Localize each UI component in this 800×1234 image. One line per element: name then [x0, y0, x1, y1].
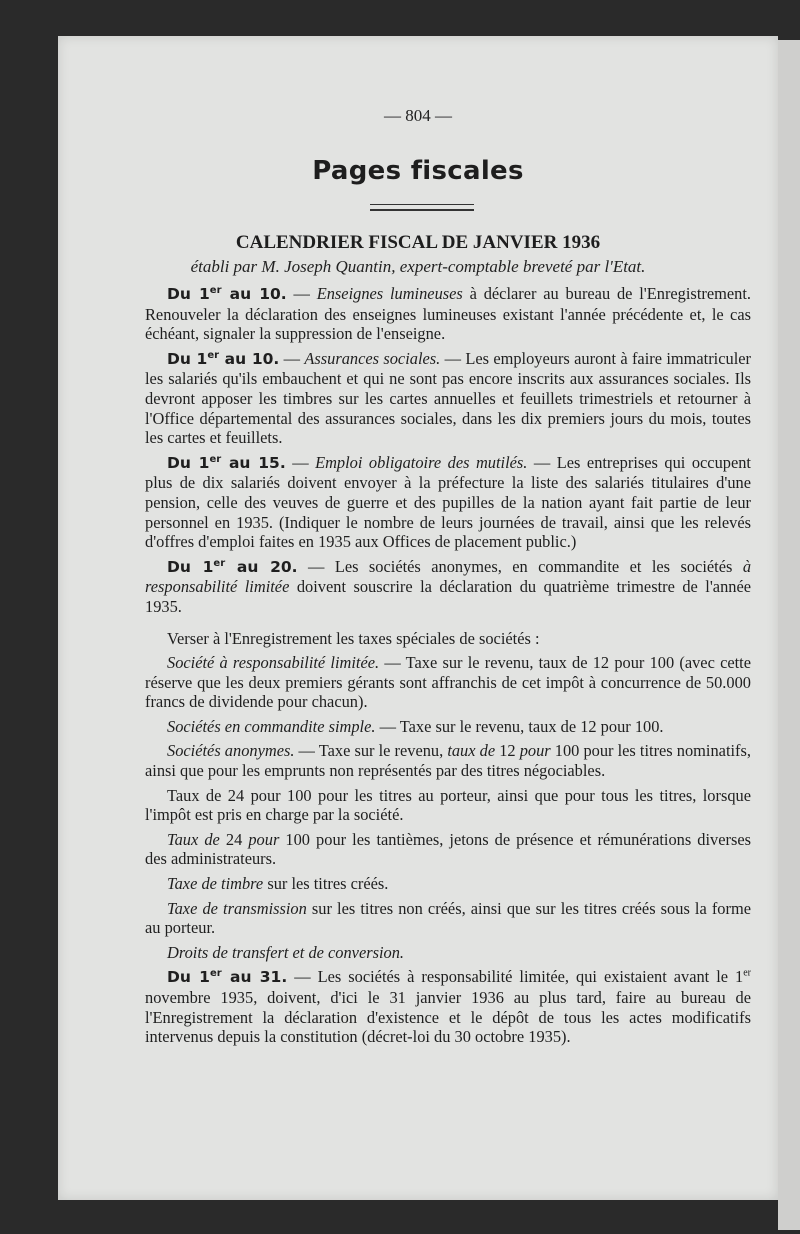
section-title: CALENDRIER FISCAL DE JANVIER 1936: [235, 232, 601, 253]
entry-2: Du 1er au 10. — Assurances sociales. — Les employeurs auront à faire immatriculer les salariés qu'ils embauchent et qui ne sont pas encore inscrits aux assurances sociales. Ils devront apposer les timbres sur les cartes annuelles et feuillets trimestriels et retourner à l'Office départemental des assurances sociales, dans les dix premiers jours du mois, toutes les cartes et feuillets.: [145, 348, 751, 448]
page-title: Pages fiscales: [312, 156, 524, 186]
tax-5: Taux de 24 pour 100 pour les tantièmes, jetons de présence et rémunérations diverses des administrateurs.: [145, 829, 752, 869]
verser-line: Verser à l'Enregistrement les taxes spéciales de sociétés :: [167, 628, 540, 648]
tax-3: Sociétés anonymes. — Taxe sur le revenu, taux de 12 pour 100 pour les titres nominatifs, ainsi que pour les emprunts non représentés par des titres négociables.: [145, 741, 751, 781]
title-rule: [370, 204, 474, 211]
tax-7: Taxe de transmission sur les titres non créés, ainsi que sur les titres créés sous la forme au porteur.: [145, 898, 751, 938]
entry-5: Du 1er au 31. — Les sociétés à responsabilité limitée, qui existaient avant le 1er novembre 1935, doivent, d'ici le 31 janvier 1936 au plus tard, faire au bureau de l'Enregistrement la déclaration d'existence et le dépôt de tous les actes modificatifs intervenus depuis la constitution (décret-loi du 30 octobre 1935).: [145, 967, 752, 1047]
entry-4: Du 1er au 20. — Les sociétés anonymes, en commandite et les sociétés à responsabilité limitée doivent souscrire la déclaration du quatrième trimestre de l'année 1935.: [145, 556, 752, 616]
page: [58, 36, 778, 1200]
entry-3: Du 1er au 15. — Emploi obligatoire des mutilés. — Les entreprises qui occupent plus de dix salariés doivent envoyer à la préfecture la liste des salariés titulaires d'une pension, celle des veuves de guerre et des pupilles de la nation ayant fait partie de leur personnel en 1935. (Indiquer le nombre de leurs journées de travail, ainsi que les relevés d'offres d'emploi faites en 1935 aux Offices de placement public.): [145, 452, 751, 552]
tax-8: Droits de transfert et de conversion.: [167, 942, 405, 962]
page-number: — 804 —: [384, 106, 452, 125]
tax-4: Taux de 24 pour 100 pour les titres au porteur, ainsi que pour tous les titres, lorsque l'impôt est pris en charge par la société.: [145, 785, 751, 825]
tax-1: Société à responsabilité limitée. — Taxe sur le revenu, taux de 12 pour 100 (avec cette réserve que les deux premiers gérants sont affranchis de cet impôt à concurrence de 50.000 francs de dividende pour chacun).: [145, 653, 752, 712]
body-text: [145, 284, 751, 1052]
byline: établi par M. Joseph Quantin, expert-comptable breveté par l'Etat.: [190, 257, 646, 276]
page-edge: [778, 40, 800, 1230]
tax-2: Sociétés en commandite simple. — Taxe sur le revenu, taux de 12 pour 100.: [167, 716, 664, 736]
tax-6: Taxe de timbre sur les titres créés.: [167, 874, 389, 894]
entry-1: Du 1er au 10. — Enseignes lumineuses à déclarer au bureau de l'Enregistrement. Renouveler la déclaration des enseignes lumineuses existant l'année précédente et, le cas échéant, signaler la suppression de l'enseigne.: [145, 284, 751, 344]
